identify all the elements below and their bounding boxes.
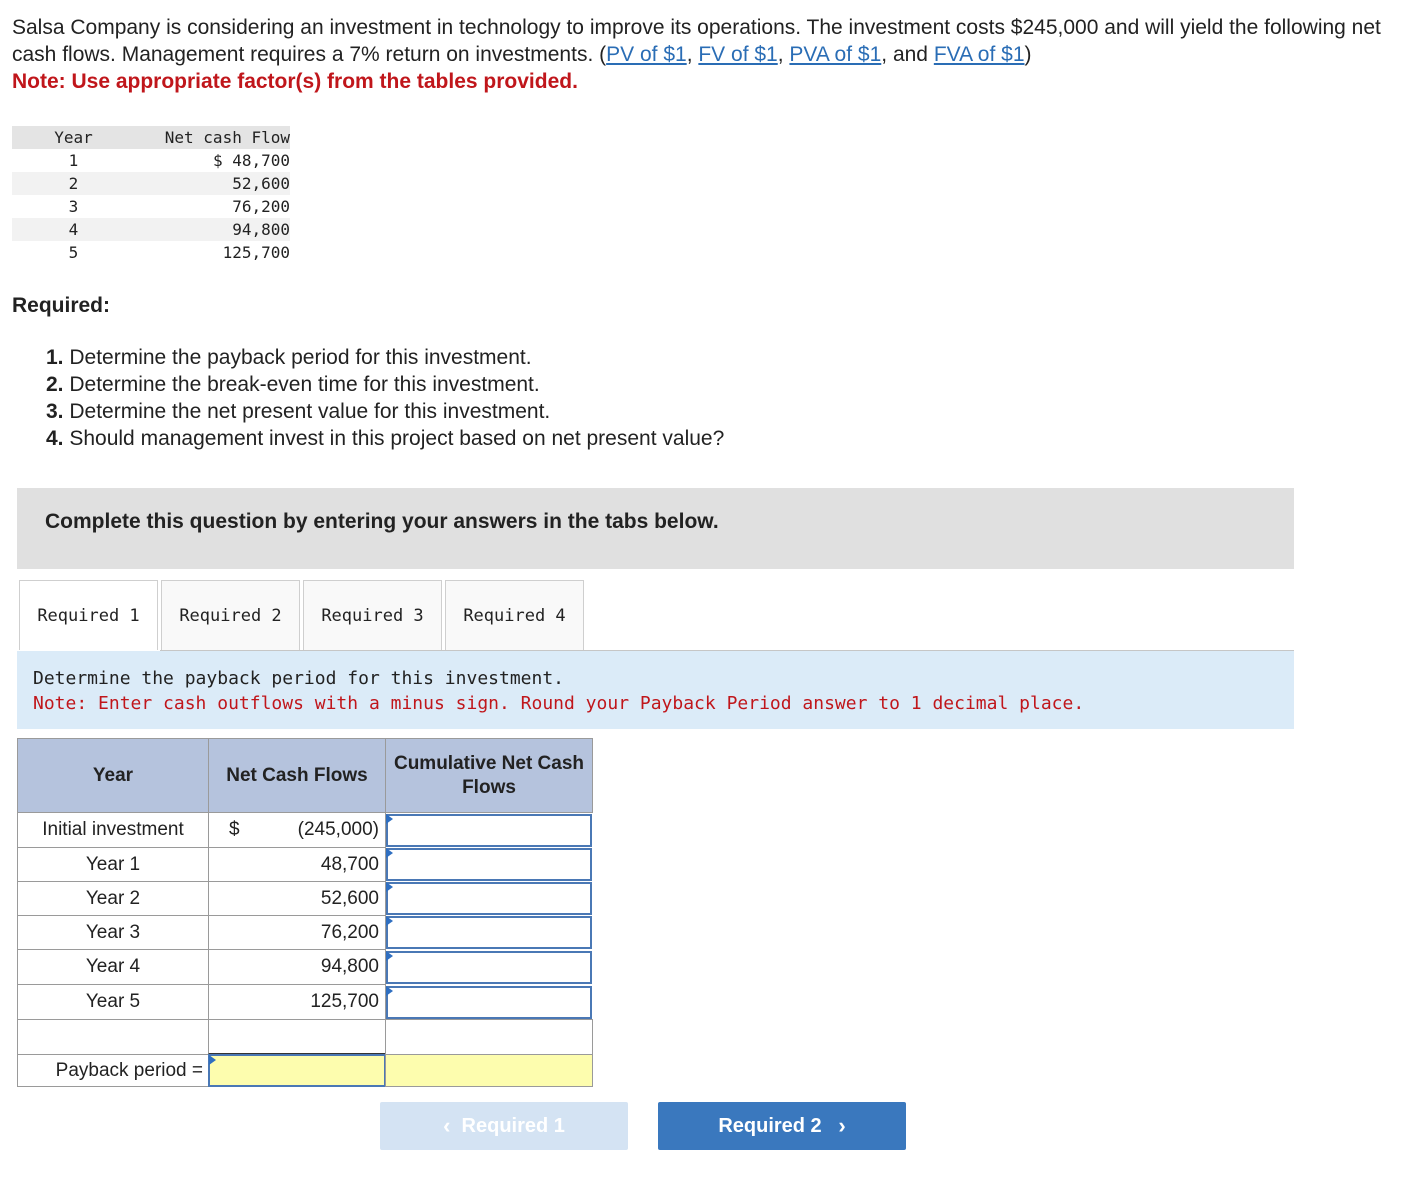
tab-instructions: [17, 651, 1294, 729]
item-text: Determine the payback period for this investment.: [63, 346, 532, 369]
year-cell: 3: [68, 197, 79, 216]
cumulative-input[interactable]: [386, 916, 592, 949]
flow-cell: $ 48,700: [212, 151, 290, 170]
net-cash-flow-value: 52,600: [208, 881, 386, 916]
item-text: Should management invest in this project based on net present value?: [63, 427, 725, 450]
payback-label: Payback period =: [17, 1054, 209, 1087]
year-cell: 1: [68, 151, 79, 170]
row-label: Year 4: [17, 949, 209, 985]
pva-table-link[interactable]: PVA of $1: [789, 43, 882, 66]
input-marker-icon: [386, 848, 393, 858]
item-number: 1.: [46, 346, 64, 369]
year-header: Year: [12, 126, 135, 149]
table-row: [12, 218, 290, 241]
pv-table-link[interactable]: PV of $1: [606, 43, 687, 66]
input-marker-icon: [386, 916, 393, 926]
row-label: Year 2: [17, 881, 209, 916]
previous-button[interactable]: [380, 1102, 628, 1150]
cumulative-input[interactable]: [386, 951, 592, 984]
input-marker-icon: [386, 882, 393, 892]
cumulative-input[interactable]: [386, 986, 592, 1019]
year-column-header: Year: [17, 738, 209, 813]
table-row: [12, 149, 290, 172]
row-label: Year 3: [17, 915, 209, 950]
list-item: [46, 425, 724, 452]
cumulative-input[interactable]: [386, 882, 592, 915]
flow-cell: 125,700: [222, 243, 290, 262]
item-number: 4.: [46, 427, 64, 450]
separator: , and: [881, 43, 934, 66]
tab-required-4[interactable]: Required 4: [445, 580, 584, 650]
separator: ,: [777, 43, 790, 66]
cumulative-input[interactable]: [386, 814, 592, 847]
item-text: Determine the break-even time for this investment.: [63, 373, 540, 396]
net-cash-flow-value: 48,700: [208, 847, 386, 882]
dollar-sign: $: [229, 819, 240, 840]
next-label: Required 2: [718, 1114, 822, 1137]
list-item: [46, 371, 724, 398]
table-row: [12, 241, 290, 264]
instruction-banner: Complete this question by entering your answers in the tabs below.: [17, 488, 1294, 569]
input-marker-icon: [209, 1055, 216, 1065]
net-cash-flows-header: Net Cash Flows: [208, 738, 386, 813]
flow-cell: 52,600: [232, 174, 290, 193]
empty-cell: [17, 1019, 209, 1055]
row-label: Year 5: [17, 984, 209, 1020]
input-marker-icon: [386, 951, 393, 961]
row-label: Year 1: [17, 847, 209, 882]
tab-required-2[interactable]: Required 2: [161, 580, 300, 650]
net-cash-flow-value: [208, 812, 386, 848]
payback-filler-cell: [385, 1054, 593, 1087]
item-number: 2.: [46, 373, 64, 396]
intro-text: Salsa Company is considering an investment in technology to improve its operations. The investment costs $245,000 and will yield the following net cash flows. Management requires a 7% return on investments. (: [12, 16, 1381, 66]
net-cash-flow-value: 94,800: [208, 949, 386, 985]
list-item: [46, 398, 724, 425]
empty-cell: [385, 1019, 593, 1055]
separator: ,: [686, 43, 699, 66]
instruction-text: Determine the payback period for this investment.: [33, 668, 565, 689]
input-marker-icon: [386, 986, 393, 996]
cumulative-input[interactable]: [386, 848, 592, 881]
chevron-left-icon: ‹: [443, 1113, 451, 1138]
instruction-note: Note: Enter cash outflows with a minus sign. Round your Payback Period answer to 1 decimal place.: [33, 693, 1085, 714]
item-number: 3.: [46, 400, 64, 423]
flow-cell: 76,200: [232, 197, 290, 216]
fva-table-link[interactable]: FVA of $1: [933, 43, 1025, 66]
table-row: [12, 195, 290, 218]
row-label: Initial investment: [17, 812, 209, 848]
required-heading: Required:: [12, 294, 111, 317]
input-marker-icon: [386, 814, 393, 824]
net-cash-flow-value: 76,200: [208, 915, 386, 950]
fv-table-link[interactable]: FV of $1: [698, 43, 778, 66]
previous-label: Required 1: [461, 1114, 565, 1137]
year-cell: 5: [68, 243, 79, 262]
problem-intro: [12, 14, 1407, 95]
required-list: [46, 344, 724, 452]
net-cash-flow-value: 125,700: [208, 984, 386, 1020]
year-cell: 2: [12, 172, 135, 195]
chevron-right-icon: ›: [838, 1113, 846, 1138]
item-text: Determine the net present value for this investment.: [63, 400, 551, 423]
cash-flow-table: [12, 126, 290, 264]
empty-cell: [208, 1019, 386, 1055]
tab-required-3[interactable]: Required 3: [303, 580, 442, 650]
cumulative-header: Cumulative Net Cash Flows: [385, 738, 593, 813]
year-cell: 4: [12, 218, 135, 241]
flow-cell: 94,800: [232, 220, 290, 239]
table-row: [12, 172, 290, 195]
next-button[interactable]: [658, 1102, 906, 1150]
value-text: (245,000): [297, 819, 379, 840]
list-item: [46, 344, 724, 371]
flow-header: Net cash Flow: [135, 126, 290, 149]
close-paren: ): [1024, 43, 1032, 66]
intro-note: Note: Use appropriate factor(s) from the tables provided.: [12, 70, 578, 93]
payback-period-input[interactable]: [208, 1054, 386, 1087]
tab-required-1[interactable]: Required 1: [19, 580, 158, 650]
